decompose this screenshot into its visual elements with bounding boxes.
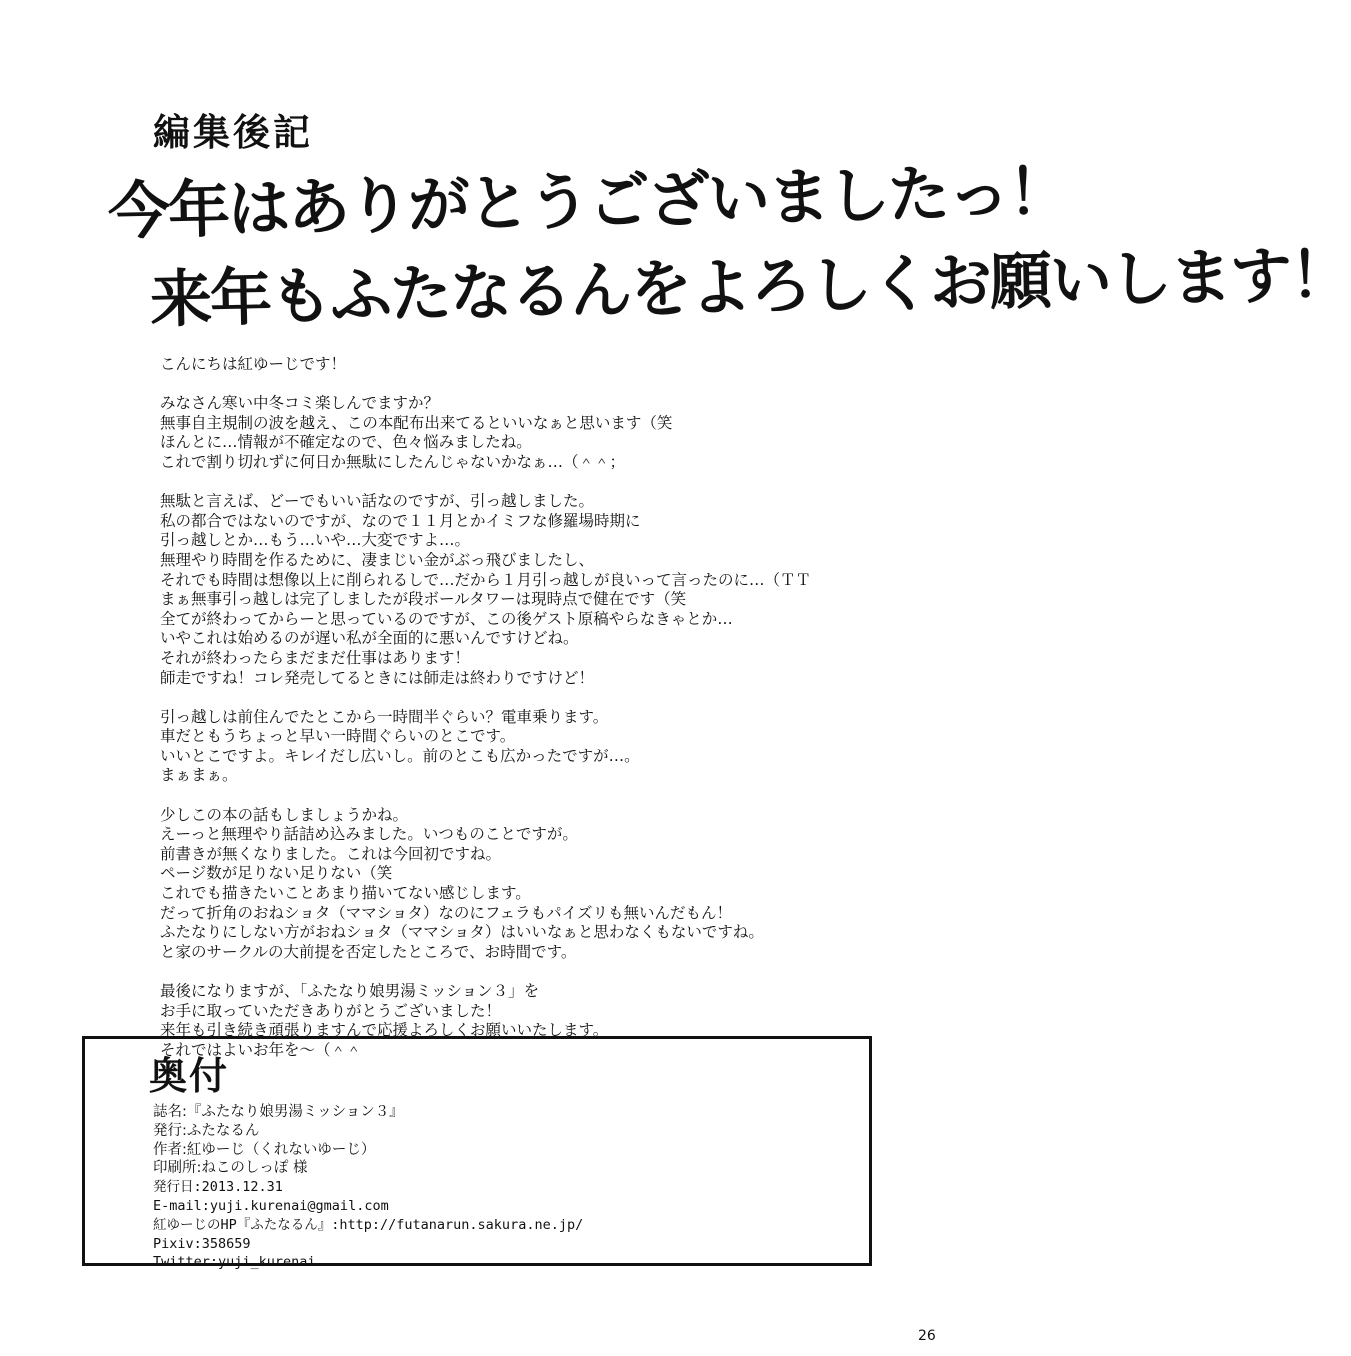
paragraph: [160, 355, 880, 375]
text-line: 引っ越しは前住んでたとこから一時間半ぐらい？電車乗ります。: [160, 707, 609, 726]
text-line: こんにちは紅ゆーじです！: [160, 355, 347, 373]
text-line: だって折角のおねショタ（ママショタ）なのにフェラもパイズリも無いんだもん！: [160, 903, 732, 922]
page-heading: 編集後記: [153, 111, 313, 154]
colophon-details: [153, 1103, 583, 1272]
colophon-printer: 印刷所:ねこのしっぽ 様: [153, 1160, 308, 1177]
text-line: まぁまぁ。: [160, 766, 238, 785]
text-line: いいとこですよ。キレイだし広いし。前のとこも広かったですが…。: [160, 746, 640, 765]
text-line: 最後になりますが、「ふたなり娘男湯ミッション３」を: [160, 982, 540, 1000]
text-line: 来年も引き続き頑張りますんで応援よろしくお願いいたします。: [160, 1021, 609, 1040]
text-line: お手に取っていただきありがとうございました！: [160, 1001, 502, 1020]
text-line: まぁ無事引っ越しは完了しましたが段ボールタワーは現時点で健在です（笑: [160, 590, 687, 609]
paragraph: [160, 806, 880, 963]
text-line: それが終わったらまだまだ仕事はあります！: [160, 648, 470, 667]
text-line: 無事自主規制の波を越え、この本配布出来てるといいなぁと思います（笑: [160, 413, 673, 432]
text-line: 無理やり時間を作るために、凄まじい金がぶっ飛びましたし、: [160, 550, 595, 569]
colophon-date: 発行日:2013.12.31: [153, 1179, 283, 1196]
text-line: 無駄と言えば、どーでもいい話なのですが、引っ越しました。: [160, 492, 595, 511]
headline-line-2: 来年もふたなるんをよろしくお願いします！: [149, 237, 1351, 336]
colophon-pixiv: Pixiv:358659: [153, 1235, 251, 1252]
text-line: それでも時間は想像以上に削られるしで…だから１月引っ越しが良いって言ったのに…（ＴＴ: [160, 570, 812, 589]
text-line: ほんとに…情報が不確定なので、色々悩みましたね。: [160, 433, 532, 452]
text-line: 前書きが無くなりました。これは今回初ですね。: [160, 844, 502, 863]
text-line: と家のサークルの大前提を否定したところで、お時間です。: [160, 942, 577, 961]
text-line: いやこれは始めるのが遅い私が全面的に悪いんですけどね。: [160, 629, 579, 648]
text-line: ページ数が足りない足りない（笑: [160, 864, 393, 883]
colophon-email: E-mail:yuji.kurenai@gmail.com: [153, 1197, 389, 1214]
text-line: 引っ越しとか…もう…いや…大変ですよ…。: [160, 531, 471, 550]
colophon-publisher: 発行:ふたなるん: [153, 1122, 260, 1139]
paragraph: [160, 492, 880, 688]
text-line: 全てが終わってからーと思っているのですが、この後ゲスト原稿やらなきゃとか…: [160, 609, 733, 628]
text-line: 私の都合ではないのですが、なので１１月とかイミフな修羅場時期に: [160, 511, 641, 530]
colophon-homepage: 紅ゆーじのHP『ふたなるん』:http://futanarun.sakura.ne.jp/: [153, 1216, 584, 1233]
text-line: みなさん寒い中冬コミ楽しんでますか？: [160, 394, 440, 413]
colophon-box: [82, 1036, 872, 1271]
afterword-body: [160, 355, 880, 1080]
paragraph: [160, 394, 880, 472]
text-line: ふたなりにしない方がおねショタ（ママショタ）はいいなぁと思わなくもないですね。: [160, 923, 764, 942]
text-line: 少しこの本の話もしましょうかね。: [160, 805, 409, 824]
colophon-twitter: Twitter:yuji_kurenai: [153, 1254, 316, 1271]
colophon-book-title: 誌名:『ふたなり娘男湯ミッション３』: [153, 1104, 404, 1120]
text-line: えーっと無理やり話詰め込みました。いつものことですが。: [160, 825, 578, 844]
text-line: それではよいお年を～（＾＾: [160, 1040, 362, 1059]
text-line: 師走ですね！コレ発売してるときには師走は終わりですけど！: [160, 668, 595, 687]
headline-line-1: 今年はありがとうございましたっ！: [107, 154, 1069, 248]
colophon-title: 奥付: [149, 1054, 230, 1098]
text-line: これで割り切れずに何日か無駄にしたんじゃないかなぁ…（＾＾；: [160, 452, 626, 471]
colophon-author: 作者:紅ゆーじ（くれないゆーじ）: [153, 1141, 376, 1158]
text-line: 車だともうちょっと早い一時間ぐらいのとこです。: [160, 727, 516, 746]
paragraph: [160, 708, 880, 786]
text-line: これでも描きたいことあまり描いてない感じします。: [160, 884, 531, 903]
page-number: 26: [918, 1328, 936, 1344]
